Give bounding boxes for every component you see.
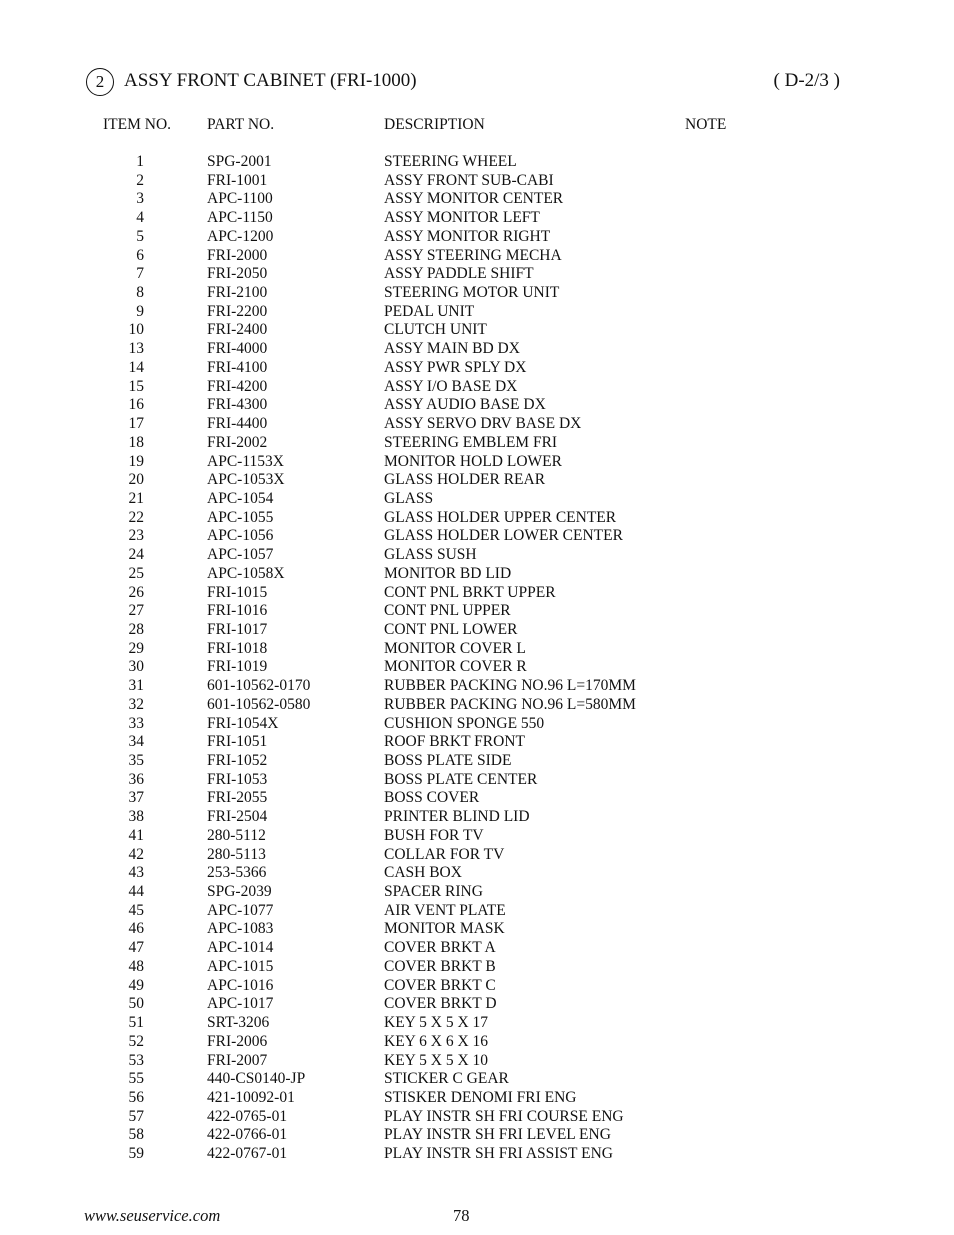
item-number: 17: [128, 415, 144, 433]
description: COVER BRKT D: [384, 995, 497, 1013]
table-row: [0, 396, 954, 415]
column-header-item: ITEM NO.: [103, 116, 172, 133]
description: ASSY I/O BASE DX: [384, 377, 518, 395]
part-number: APC-1200: [207, 227, 274, 245]
item-number: 26: [128, 583, 144, 601]
part-number: APC-1077: [207, 901, 274, 919]
item-number: 53: [128, 1051, 144, 1069]
page-reference: ( D-2/3 ): [773, 70, 840, 91]
description: BOSS PLATE SIDE: [384, 752, 512, 769]
part-number: APC-1153X: [207, 452, 284, 470]
item-number: 10: [128, 321, 144, 339]
part-number: FRI-2002: [207, 433, 268, 451]
table-row: [0, 677, 954, 696]
description: PRINTER BLIND LID: [384, 808, 530, 826]
item-number: 29: [128, 639, 144, 657]
table-row: [0, 284, 954, 303]
part-number: FRI-1015: [207, 583, 268, 601]
table-row: [0, 733, 954, 752]
item-number: 16: [128, 396, 144, 414]
item-number: 25: [128, 564, 144, 582]
description: COVER BRKT C: [384, 976, 496, 994]
description: CUSHION SPONGE 550: [384, 714, 545, 732]
part-number: FRI-2007: [207, 1051, 268, 1069]
part-number: 422-0765-01: [207, 1107, 288, 1125]
part-number: SRT-3206: [207, 1014, 270, 1032]
description: GLASS HOLDER LOWER CENTER: [384, 527, 623, 545]
item-number: 21: [128, 489, 144, 507]
part-number: APC-1017: [207, 995, 274, 1013]
item-number: 36: [128, 770, 144, 788]
item-number: 46: [128, 920, 144, 938]
table-row: [0, 434, 954, 453]
description: RUBBER PACKING NO.96 L=170MM: [384, 677, 636, 695]
description: CONT PNL BRKT UPPER: [384, 583, 556, 601]
part-number: APC-1083: [207, 920, 274, 938]
item-number: 15: [128, 377, 144, 395]
part-number: 253-5366: [207, 864, 267, 882]
description: CONT PNL LOWER: [384, 620, 518, 638]
item-number: 8: [136, 284, 144, 302]
item-number: 55: [128, 1070, 144, 1088]
description: ASSY MONITOR LEFT: [384, 209, 540, 227]
table-row: [0, 190, 954, 209]
part-number: FRI-4200: [207, 377, 268, 395]
table-row: [0, 715, 954, 734]
table-row: [0, 153, 954, 172]
part-number: FRI-1018: [207, 639, 268, 657]
part-number: 280-5113: [207, 845, 266, 863]
item-number: 33: [128, 714, 144, 732]
part-number: SPG-2001: [207, 153, 272, 170]
part-number: FRI-1017: [207, 620, 268, 638]
part-number: APC-1055: [207, 508, 274, 526]
part-number: FRI-2504: [207, 808, 268, 826]
table-row: [0, 546, 954, 565]
description: CLUTCH UNIT: [384, 321, 487, 339]
footer-url: www.seuservice.com: [84, 1206, 221, 1225]
part-number: FRI-1016: [207, 602, 268, 620]
table-row: [0, 696, 954, 715]
item-number: 30: [128, 658, 144, 676]
table-row: [0, 527, 954, 546]
table-row: [0, 1052, 954, 1071]
table-row: [0, 1145, 954, 1164]
item-number: 35: [128, 752, 144, 769]
section-number-badge: 2: [86, 68, 114, 96]
description: ASSY PWR SPLY DX: [384, 358, 527, 376]
item-number: 45: [128, 901, 144, 919]
item-number: 1: [136, 153, 144, 170]
table-row: [0, 995, 954, 1014]
item-number: 49: [128, 976, 144, 994]
item-number: 43: [128, 864, 144, 882]
description: ASSY FRONT SUB-CABI: [384, 171, 554, 189]
table-row: [0, 977, 954, 996]
item-number: 47: [128, 939, 144, 957]
item-number: 9: [136, 302, 144, 320]
table-row: [0, 1089, 954, 1108]
description: GLASS HOLDER UPPER CENTER: [384, 508, 617, 526]
part-number: FRI-2050: [207, 265, 268, 283]
description: ASSY SERVO DRV BASE DX: [384, 415, 582, 433]
description: PLAY INSTR SH FRI COURSE ENG: [384, 1107, 624, 1125]
part-number: APC-1053X: [207, 471, 285, 489]
table-row: [0, 209, 954, 228]
description: PEDAL UNIT: [384, 302, 475, 320]
table-row: [0, 789, 954, 808]
description: COVER BRKT A: [384, 939, 496, 957]
part-number: FRI-1054X: [207, 714, 279, 732]
part-number: 440-CS0140-JP: [207, 1070, 306, 1088]
item-number: 13: [128, 340, 144, 358]
part-number: FRI-2000: [207, 246, 268, 264]
table-row: [0, 939, 954, 958]
table-row: [0, 1108, 954, 1127]
part-number: APC-1054: [207, 489, 274, 507]
item-number: 3: [136, 190, 144, 208]
part-number: FRI-1001: [207, 171, 268, 189]
table-row: [0, 827, 954, 846]
item-number: 32: [128, 695, 144, 713]
parts-list: [0, 153, 954, 1164]
description: MONITOR COVER L: [384, 639, 526, 657]
part-number: FRI-4000: [207, 340, 268, 358]
table-row: [0, 303, 954, 322]
description: PLAY INSTR SH FRI LEVEL ENG: [384, 1126, 611, 1144]
item-number: 2: [136, 171, 144, 189]
item-number: 38: [128, 808, 144, 826]
part-number: APC-1056: [207, 527, 274, 545]
part-number: 422-0767-01: [207, 1145, 288, 1163]
part-number: 601-10562-0170: [207, 677, 311, 695]
description: PLAY INSTR SH FRI ASSIST ENG: [384, 1145, 613, 1163]
part-number: APC-1058X: [207, 564, 285, 582]
table-row: [0, 584, 954, 603]
table-row: [0, 640, 954, 659]
item-number: 41: [128, 826, 144, 844]
item-number: 57: [128, 1107, 144, 1125]
description: ASSY MONITOR RIGHT: [384, 227, 551, 245]
page-number: 78: [453, 1206, 470, 1225]
description: COVER BRKT B: [384, 957, 496, 975]
table-row: [0, 771, 954, 790]
part-number: 280-5112: [207, 826, 266, 844]
description: MONITOR COVER R: [384, 658, 527, 676]
description: KEY 6 X 6 X 16: [384, 1032, 489, 1050]
description: RUBBER PACKING NO.96 L=580MM: [384, 695, 636, 713]
part-number: FRI-2006: [207, 1032, 268, 1050]
description: STEERING EMBLEM FRI: [384, 433, 558, 451]
table-row: [0, 602, 954, 621]
table-row: [0, 658, 954, 677]
table-row: [0, 864, 954, 883]
table-row: [0, 1126, 954, 1145]
part-number: SPG-2039: [207, 883, 272, 901]
description: GLASS: [384, 489, 434, 507]
item-number: 31: [128, 677, 144, 695]
description: BOSS COVER: [384, 789, 480, 807]
table-row: [0, 490, 954, 509]
item-number: 56: [128, 1088, 144, 1106]
table-row: [0, 453, 954, 472]
description: COLLAR FOR TV: [384, 845, 505, 863]
item-number: 18: [128, 433, 144, 451]
description: BOSS PLATE CENTER: [384, 770, 538, 788]
table-row: [0, 340, 954, 359]
table-row: [0, 509, 954, 528]
item-number: 28: [128, 620, 144, 638]
table-row: [0, 265, 954, 284]
item-number: 19: [128, 452, 144, 470]
description: STICKER C GEAR: [384, 1070, 509, 1088]
item-number: 50: [128, 995, 144, 1013]
description: CASH BOX: [384, 864, 462, 882]
table-row: [0, 808, 954, 827]
description: ROOF BRKT FRONT: [384, 733, 525, 751]
item-number: 27: [128, 602, 144, 620]
table-row: [0, 846, 954, 865]
part-number: APC-1150: [207, 209, 273, 227]
page-header: [86, 68, 846, 98]
table-row: [0, 1070, 954, 1089]
table-row: [0, 228, 954, 247]
item-number: 14: [128, 358, 144, 376]
part-number: APC-1057: [207, 546, 274, 564]
part-number: 422-0766-01: [207, 1126, 288, 1144]
part-number: FRI-1052: [207, 752, 268, 769]
item-number: 7: [136, 265, 144, 283]
table-row: [0, 1033, 954, 1052]
description: GLASS SUSH: [384, 546, 477, 564]
item-number: 34: [128, 733, 144, 751]
description: KEY 5 X 5 X 17: [384, 1014, 489, 1032]
item-number: 22: [128, 508, 144, 526]
part-number: APC-1016: [207, 976, 274, 994]
description: GLASS HOLDER REAR: [384, 471, 546, 489]
description: ASSY AUDIO BASE DX: [384, 396, 546, 414]
table-row: [0, 565, 954, 584]
part-number: FRI-2055: [207, 789, 268, 807]
part-number: FRI-1053: [207, 770, 268, 788]
item-number: 5: [136, 227, 144, 245]
item-number: 58: [128, 1126, 144, 1144]
item-number: 51: [128, 1014, 144, 1032]
description: ASSY MONITOR CENTER: [384, 190, 564, 208]
description: MONITOR MASK: [384, 920, 505, 938]
table-row: [0, 247, 954, 266]
item-number: 4: [136, 209, 144, 227]
table-row: [0, 621, 954, 640]
column-header-part: PART NO.: [207, 116, 275, 133]
item-number: 59: [128, 1145, 144, 1163]
description: MONITOR BD LID: [384, 564, 512, 582]
table-row: [0, 172, 954, 191]
description: CONT PNL UPPER: [384, 602, 511, 620]
description: ASSY MAIN BD DX: [384, 340, 520, 358]
item-number: 20: [128, 471, 144, 489]
table-row: [0, 378, 954, 397]
description: SPACER RING: [384, 883, 483, 901]
part-number: FRI-1051: [207, 733, 268, 751]
part-number: APC-1015: [207, 957, 274, 975]
table-row: [0, 415, 954, 434]
description: ASSY PADDLE SHIFT: [384, 265, 534, 283]
description: KEY 5 X 5 X 10: [384, 1051, 489, 1069]
table-row: [0, 902, 954, 921]
item-number: 52: [128, 1032, 144, 1050]
table-row: [0, 471, 954, 490]
part-number: FRI-2400: [207, 321, 268, 339]
item-number: 48: [128, 957, 144, 975]
part-number: FRI-4300: [207, 396, 268, 414]
item-number: 6: [136, 246, 144, 264]
item-number: 37: [128, 789, 144, 807]
description: STEERING WHEEL: [384, 153, 517, 170]
part-number: 421-10092-01: [207, 1088, 295, 1106]
description: ASSY STEERING MECHA: [384, 246, 562, 264]
description: BUSH FOR TV: [384, 826, 484, 844]
item-number: 44: [128, 883, 144, 901]
table-row: [0, 752, 954, 771]
part-number: FRI-2200: [207, 302, 268, 320]
table-row: [0, 359, 954, 378]
part-number: FRI-1019: [207, 658, 268, 676]
description: STISKER DENOMI FRI ENG: [384, 1088, 577, 1106]
part-number: APC-1014: [207, 939, 274, 957]
table-row: [0, 920, 954, 939]
part-number: 601-10562-0580: [207, 695, 311, 713]
part-number: FRI-2100: [207, 284, 268, 302]
part-number: APC-1100: [207, 190, 273, 208]
column-header-description: DESCRIPTION: [384, 116, 485, 133]
description: MONITOR HOLD LOWER: [384, 452, 562, 470]
column-header-note: NOTE: [685, 116, 727, 133]
page-title: ASSY FRONT CABINET (FRI-1000): [124, 70, 417, 91]
part-number: FRI-4400: [207, 415, 268, 433]
table-row: [0, 883, 954, 902]
part-number: FRI-4100: [207, 358, 268, 376]
item-number: 42: [128, 845, 144, 863]
table-row: [0, 321, 954, 340]
description: AIR VENT PLATE: [384, 901, 506, 919]
description: STEERING MOTOR UNIT: [384, 284, 560, 302]
item-number: 23: [128, 527, 144, 545]
table-row: [0, 958, 954, 977]
table-row: [0, 1014, 954, 1033]
item-number: 24: [128, 546, 144, 564]
